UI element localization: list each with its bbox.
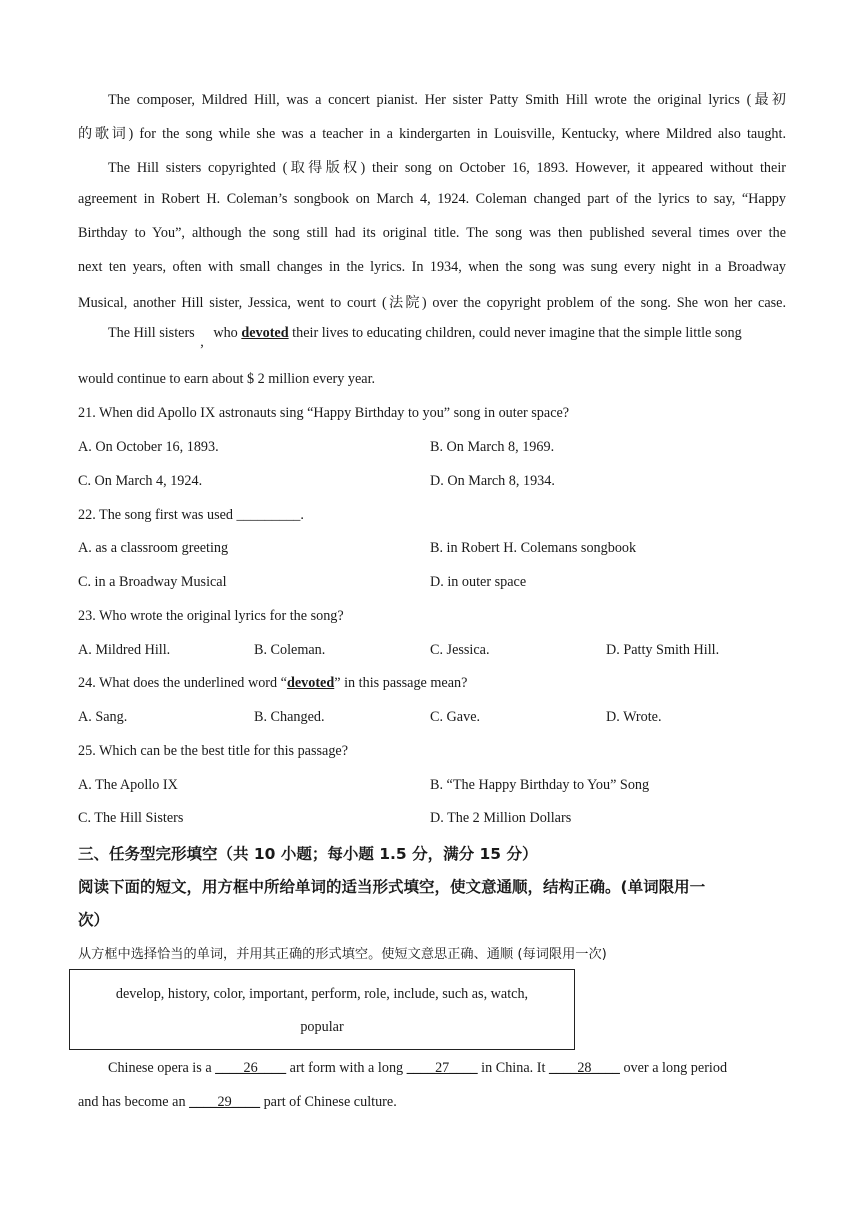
question-25-option-d: D. The 2 Million Dollars (430, 810, 572, 826)
section-3-heading: 三、任务型完形填空（共 10 小题；每小题 1.5 分，满分 15 分） (78, 845, 538, 863)
cloze-line1 (108, 1060, 786, 1077)
word-bank-line1: develop, history, color, important, perform, role, include, such as, watch, (115, 986, 529, 1002)
question-23-option-a: A. Mildred Hill. (78, 642, 171, 658)
cloze-text: art form with a long (286, 1060, 407, 1076)
passage-p3-comma: , (200, 334, 204, 350)
question-24-option-d: D. Wrote. (606, 709, 662, 725)
word-bank-line2: popular (300, 1019, 344, 1035)
cloze-text: and has become an (78, 1094, 190, 1110)
question-21-option-c: C. On March 4, 1924. (78, 473, 203, 489)
question-25-stem: 25. Which can be the best title for this passage? (78, 743, 349, 759)
question-21-option-a: A. On October 16, 1893. (78, 439, 219, 455)
cloze-line2 (78, 1094, 786, 1111)
question-21-stem: 21. When did Apollo IX astronauts sing “Happy Birthday to you” song in outer space? (78, 405, 570, 421)
blank-29[interactable]: ____29____ (189, 1094, 261, 1110)
passage-p3-pre: The Hill sisters (108, 325, 195, 341)
question-23-option-c: C. Jessica. (430, 642, 490, 658)
question-22-option-a: A. as a classroom greeting (78, 540, 229, 556)
passage-p2-line5: Musical, another Hill sister, Jessica, went to court (法院) over the copyright problem of the song. She won her case. (78, 295, 786, 311)
section-3-instruction-line1: 阅读下面的短文，用方框中所给单词的适当形式填空，使文意通顺，结构正确。(单词限用一 (78, 878, 706, 896)
passage-p3-line2: would continue to earn about $ 2 million every year. (78, 371, 376, 387)
blank-27[interactable]: ____27____ (406, 1060, 478, 1076)
question-22-option-c: C. in a Broadway Musical (78, 574, 227, 590)
passage-p2-line1: The Hill sisters copyrighted (取得版权) their song on October 16, 1893. However, it appeared without their (108, 160, 786, 176)
question-24-keyword: devoted (286, 675, 335, 691)
passage-p2-line2: agreement in Robert H. Coleman’s songbook on March 4, 1924. Coleman changed part of the lyrics to say, “Happy (78, 191, 786, 207)
question-25-option-a: A. The Apollo IX (78, 777, 178, 793)
question-22-option-d: D. in outer space (430, 574, 527, 590)
question-22-stem: 22. The song first was used _________. (78, 507, 304, 523)
question-23-stem: 23. Who wrote the original lyrics for the song? (78, 608, 344, 624)
passage-p1-line1: The composer, Mildred Hill, was a concert pianist. Her sister Patty Smith Hill wrote the original lyrics (最初 (108, 92, 786, 108)
keyword-devoted: devoted (241, 325, 289, 341)
blank-26[interactable]: ____26____ (215, 1060, 287, 1076)
question-21-option-d: D. On March 8, 1934. (430, 473, 555, 489)
passage-p2-line4: next ten years, often with small changes in the lyrics. In 1934, when the song was sung every night in a Broadway (78, 259, 786, 275)
question-23-option-b: B. Coleman. (254, 642, 326, 658)
question-24-stem (78, 675, 786, 692)
question-22-option-b: B. in Robert H. Colemans songbook (430, 540, 637, 556)
passage-p2-line3: Birthday to You”, although the song still had its original title. The song was then published several times over the (78, 225, 786, 241)
question-23-option-d: D. Patty Smith Hill. (606, 642, 720, 658)
passage-p3-post: their lives to educating children, could never imagine that the simple little song (292, 325, 742, 341)
question-24-option-b: B. Changed. (254, 709, 325, 725)
section-3-instruction-line2: 次） (78, 911, 110, 929)
question-21-option-b: B. On March 8, 1969. (430, 439, 555, 455)
cloze-text: in China. It (477, 1060, 549, 1076)
section-3-note: 从方框中选择恰当的单词，并用其正确的形式填空。使短文意思正确、通顺 (每词限用一次) (78, 947, 607, 962)
word-bank-box (69, 969, 575, 1050)
cloze-text: over a long period (619, 1060, 728, 1076)
question-24-option-a: A. Sang. (78, 709, 128, 725)
cloze-text: Chinese opera is a (108, 1060, 216, 1076)
question-24-stem-post: ” in this passage mean? (334, 675, 468, 691)
passage-p1-line2: 的歌词) for the song while she was a teacher in a kindergarten in Louisville, Kentucky, where Mildred also taught. (78, 126, 786, 142)
question-24-stem-pre: 24. What does the underlined word “ (78, 675, 287, 691)
cloze-text: part of Chinese culture. (260, 1094, 397, 1110)
question-25-option-c: C. The Hill Sisters (78, 810, 184, 826)
blank-28[interactable]: ____28____ (548, 1060, 620, 1076)
passage-p3-line1 (108, 325, 786, 350)
question-24-option-c: C. Gave. (430, 709, 481, 725)
question-25-option-b: B. “The Happy Birthday to You” Song (430, 777, 650, 793)
passage-p3-who: who (213, 325, 238, 341)
